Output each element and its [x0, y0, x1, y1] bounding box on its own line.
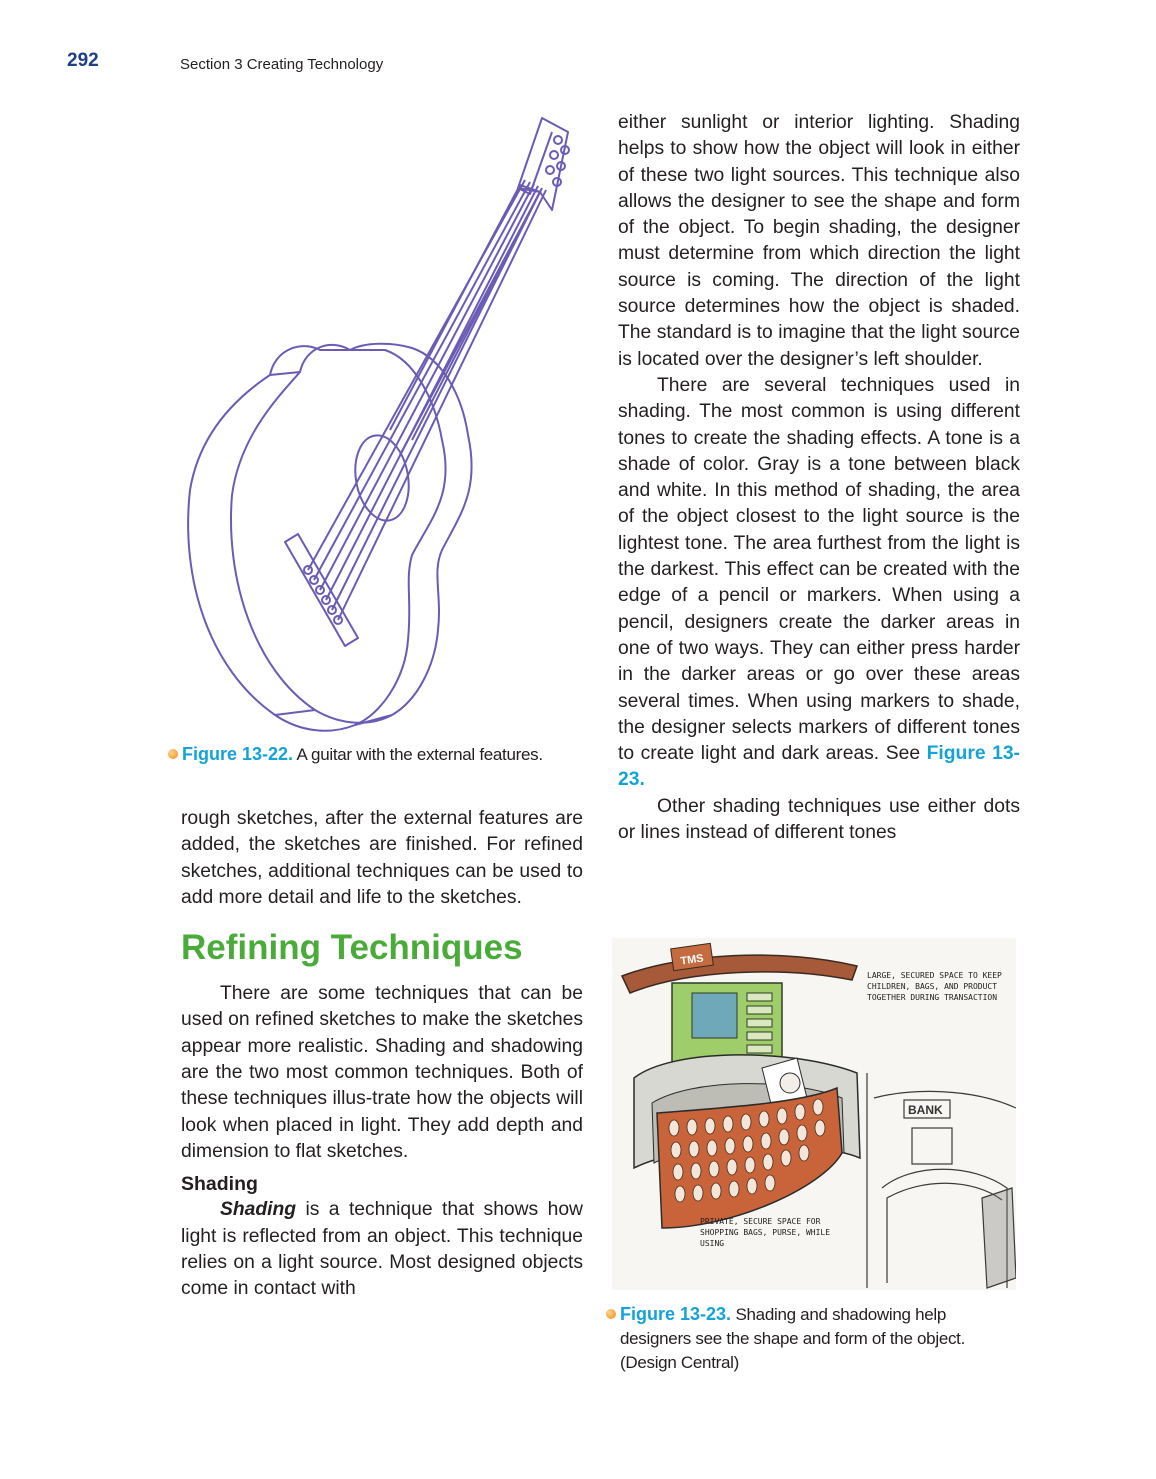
figure-caption-text: A guitar with the external features.	[293, 745, 543, 764]
kiosk-sketch-illustration	[612, 938, 1016, 1290]
section-title: Section 3 Creating Technology	[180, 56, 384, 73]
figure-13-23-caption	[606, 1302, 1026, 1375]
right-column	[618, 110, 1020, 846]
right-paragraph-2	[618, 373, 1020, 794]
figure-label: Figure 13-23.	[620, 1304, 732, 1324]
sketch-sign: TMS	[679, 952, 705, 968]
right-paragraph-1: either sunlight or interior lighting. Shading helps to show how the object will look in either of these two light sources. This technique also allows the designer to see the shape and form of the object. To begin shading, the designer must determine from which direction the light source is coming. The direction of the light source determines how the object is shaded. The standard is to imagine that the light source is located over the designer’s left shoulder.	[618, 112, 1020, 370]
figure-label: Figure 13-22.	[182, 744, 294, 764]
caption-bullet-icon	[606, 1309, 616, 1319]
shading-definition: is a technique that shows how light is reflected from an object. This technique relies on a light source. Most designed objects come in contact with	[181, 1199, 583, 1300]
figure-caption-text: Shading and shadowing help	[731, 1305, 947, 1324]
shading-term: Shading	[220, 1199, 297, 1221]
section-heading: Refining Techniques	[181, 928, 523, 968]
caption-bullet-icon	[168, 749, 178, 759]
figure-13-22-caption	[168, 742, 543, 767]
figure-caption-line-2: designers see the shape and form of the object.	[620, 1329, 966, 1348]
sketch-bank-sign: BANK	[908, 1103, 943, 1117]
sketch-note-1: LARGE, SECURED SPACE TO KEEP CHILDREN, BAGS, AND PRODUCT TOGETHER DURING TRANSACTION	[867, 971, 1002, 1002]
paragraph-2-text: There are several techniques used in shading. The most common is using different tones to create the shading effects. A tone is a shade of color. Gray is a tone between black and white. In this method of shading, the area of the object closest to the light source is the lightest tone. The area furthest from the light is the darkest. This effect can be created with the edge of a pencil or markers. When using a pencil, designers create the darker areas in one of two ways. They can either press harder in the darker areas or go over these areas several times. When using markers to shade, the designer selects markers of different tones to create light and dark areas. See	[618, 374, 1020, 765]
figure-caption-credit: (Design Central)	[620, 1353, 739, 1372]
left-column	[181, 806, 583, 1302]
right-paragraph-3: Other shading techniques use either dots or lines instead of different tones	[618, 795, 1020, 844]
guitar-illustration	[180, 110, 600, 740]
shading-paragraph	[181, 1197, 583, 1302]
sketch-note-2: PRIVATE, SECURE SPACE FOR SHOPPING BAGS, PURSE, WHILE USING	[700, 1217, 831, 1248]
intro-paragraph: rough sketches, after the external features are added, the sketches are finished. For refined sketches, additional techniques can be used to add more detail and life to the sketches.	[181, 808, 583, 908]
figure-reference: Figure 13-23.	[618, 743, 1020, 791]
subheading: Shading	[181, 1173, 258, 1196]
refining-paragraph: There are some techniques that can be used on refined sketches to make the sketches appear more realistic. Shading and shadowing are the two most common techniques. Both of these techniques illus-trate how the objects will look when placed in light. They add depth and dimension to flat sketches.	[181, 983, 583, 1162]
page-number: 292	[67, 50, 99, 71]
